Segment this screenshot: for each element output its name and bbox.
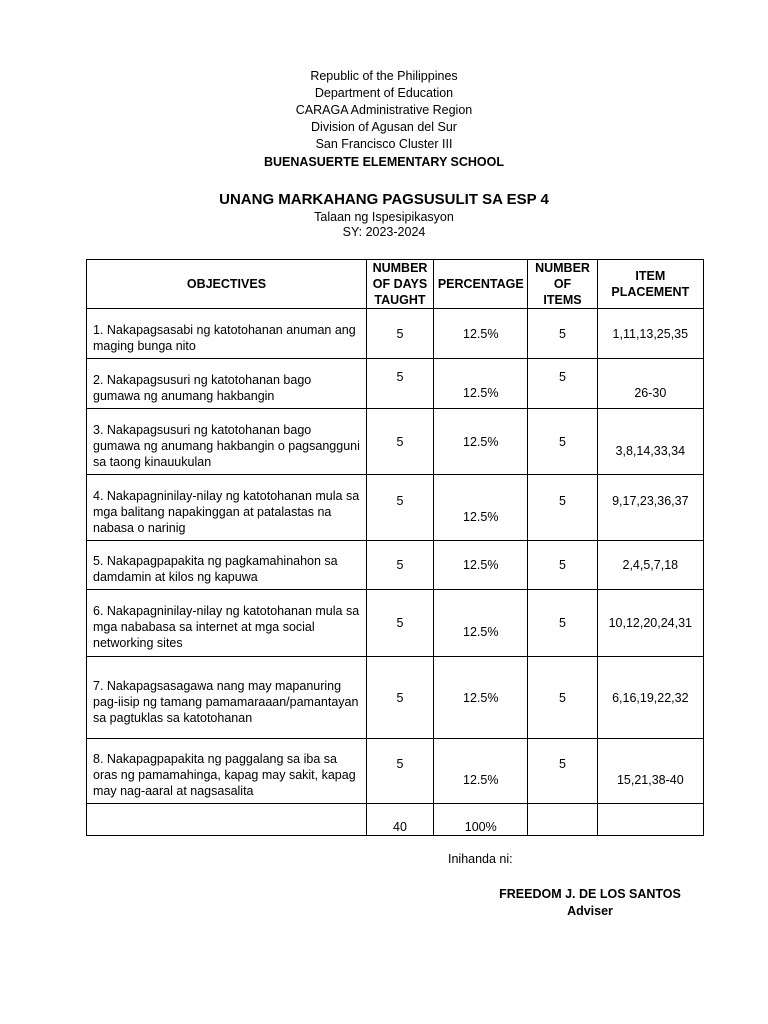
percentage-cell: 12.5% bbox=[434, 590, 528, 657]
signatory-position: Adviser bbox=[567, 904, 613, 918]
header-items-line-3: ITEMS bbox=[543, 293, 582, 307]
percentage-cell: 12.5% bbox=[434, 359, 528, 409]
header-number-of-items bbox=[528, 260, 597, 309]
header-placement-line-2: PLACEMENT bbox=[611, 285, 690, 299]
placement-cell: 26-30 bbox=[597, 359, 703, 409]
total-days-cell: 40 bbox=[366, 804, 433, 836]
header-objectives: OBJECTIVES bbox=[87, 260, 367, 309]
items-cell: 5 bbox=[528, 739, 597, 804]
placement-cell: 10,12,20,24,31 bbox=[597, 590, 703, 657]
percentage-cell: 12.5% bbox=[434, 475, 528, 541]
header-line-division: Division of Agusan del Sur bbox=[311, 120, 457, 134]
header-line-republic: Republic of the Philippines bbox=[310, 69, 458, 83]
header-days-line-1: NUMBER bbox=[372, 261, 428, 275]
header-percentage: PERCENTAGE bbox=[434, 260, 528, 309]
objective-cell: 2. Nakapagsusuri ng katotohanan bago gumawa ng anumang hakbangin bbox=[87, 359, 367, 409]
header-days-line-3: TAUGHT bbox=[374, 293, 426, 307]
prepared-by-label: Inihanda ni: bbox=[448, 852, 513, 866]
placement-cell: 9,17,23,36,37 bbox=[597, 475, 703, 541]
document-subtitle: Talaan ng Ispesipikasyon bbox=[314, 210, 454, 224]
header-line-department: Department of Education bbox=[314, 86, 454, 100]
days-cell: 5 bbox=[366, 309, 433, 359]
table-row bbox=[87, 739, 704, 804]
table-row bbox=[87, 309, 704, 359]
objective-cell: 3. Nakapagsusuri ng katotohanan bago gumawa ng anumang hakbangin o pagsangguni sa taong kinauukulan bbox=[87, 409, 367, 475]
items-cell: 5 bbox=[528, 309, 597, 359]
document-title-block bbox=[0, 190, 768, 240]
percentage-cell: 12.5% bbox=[434, 541, 528, 590]
document-header bbox=[0, 68, 768, 171]
days-cell: 5 bbox=[366, 541, 433, 590]
total-items-cell bbox=[528, 804, 597, 836]
objective-cell: 5. Nakapagpapakita ng pagkamahinahon sa damdamin at kilos ng kapuwa bbox=[87, 541, 367, 590]
table-row bbox=[87, 475, 704, 541]
objective-cell: 7. Nakapagsasagawa nang may mapanuring pag-iisip ng tamang pamamaraaan/pamantayan sa pagtuklas sa katotohanan bbox=[87, 657, 367, 739]
total-percentage-cell: 100% bbox=[434, 804, 528, 836]
header-line-cluster: San Francisco Cluster III bbox=[315, 137, 453, 151]
days-cell: 5 bbox=[366, 359, 433, 409]
placement-cell: 2,4,5,7,18 bbox=[597, 541, 703, 590]
items-cell: 5 bbox=[528, 657, 597, 739]
total-placement-cell bbox=[597, 804, 703, 836]
header-items-line-1: NUMBER bbox=[535, 261, 590, 275]
header-items-line-2: OF bbox=[553, 277, 572, 291]
days-cell: 5 bbox=[366, 657, 433, 739]
items-cell: 5 bbox=[528, 359, 597, 409]
days-cell: 5 bbox=[366, 409, 433, 475]
items-cell: 5 bbox=[528, 409, 597, 475]
table-header-row bbox=[87, 260, 704, 309]
placement-cell: 3,8,14,33,34 bbox=[597, 409, 703, 475]
placement-cell: 15,21,38-40 bbox=[597, 739, 703, 804]
total-row bbox=[87, 804, 704, 836]
percentage-cell: 12.5% bbox=[434, 739, 528, 804]
percentage-cell: 12.5% bbox=[434, 409, 528, 475]
table-row bbox=[87, 657, 704, 739]
objective-cell: 8. Nakapagpapakita ng paggalang sa iba sa oras ng pamamahinga, kapag may sakit, kapag may nag-aaral at nagsasalita bbox=[87, 739, 367, 804]
items-cell: 5 bbox=[528, 475, 597, 541]
header-placement-line-1: ITEM bbox=[635, 269, 666, 283]
items-cell: 5 bbox=[528, 590, 597, 657]
items-cell: 5 bbox=[528, 541, 597, 590]
header-days-taught bbox=[366, 260, 433, 309]
table-row bbox=[87, 541, 704, 590]
days-cell: 5 bbox=[366, 739, 433, 804]
percentage-cell: 12.5% bbox=[434, 657, 528, 739]
table-of-specifications bbox=[86, 259, 704, 836]
days-cell: 5 bbox=[366, 475, 433, 541]
school-year: SY: 2023-2024 bbox=[342, 225, 426, 239]
school-name: BUENASUERTE ELEMENTARY SCHOOL bbox=[263, 155, 505, 169]
header-days-line-2: OF DAYS bbox=[372, 277, 428, 291]
total-objective-cell bbox=[87, 804, 367, 836]
signature-block bbox=[0, 886, 768, 920]
objective-cell: 1. Nakapagsasabi ng katotohanan anuman ang maging bunga nito bbox=[87, 309, 367, 359]
days-cell: 5 bbox=[366, 590, 433, 657]
table-row bbox=[87, 359, 704, 409]
objective-cell: 6. Nakapagninilay-nilay ng katotohanan mula sa mga nababasa sa internet at mga social networking sites bbox=[87, 590, 367, 657]
placement-cell: 6,16,19,22,32 bbox=[597, 657, 703, 739]
header-item-placement bbox=[597, 260, 703, 309]
signatory-name: FREEDOM J. DE LOS SANTOS bbox=[499, 887, 681, 901]
header-line-region: CARAGA Administrative Region bbox=[295, 103, 473, 117]
table-row bbox=[87, 590, 704, 657]
objective-cell: 4. Nakapagninilay-nilay ng katotohanan mula sa mga balitang napakinggan at patalastas na nabasa o narinig bbox=[87, 475, 367, 541]
document-title: UNANG MARKAHANG PAGSUSULIT SA ESP 4 bbox=[219, 191, 549, 208]
percentage-cell: 12.5% bbox=[434, 309, 528, 359]
table-row bbox=[87, 409, 704, 475]
placement-cell: 1,11,13,25,35 bbox=[597, 309, 703, 359]
